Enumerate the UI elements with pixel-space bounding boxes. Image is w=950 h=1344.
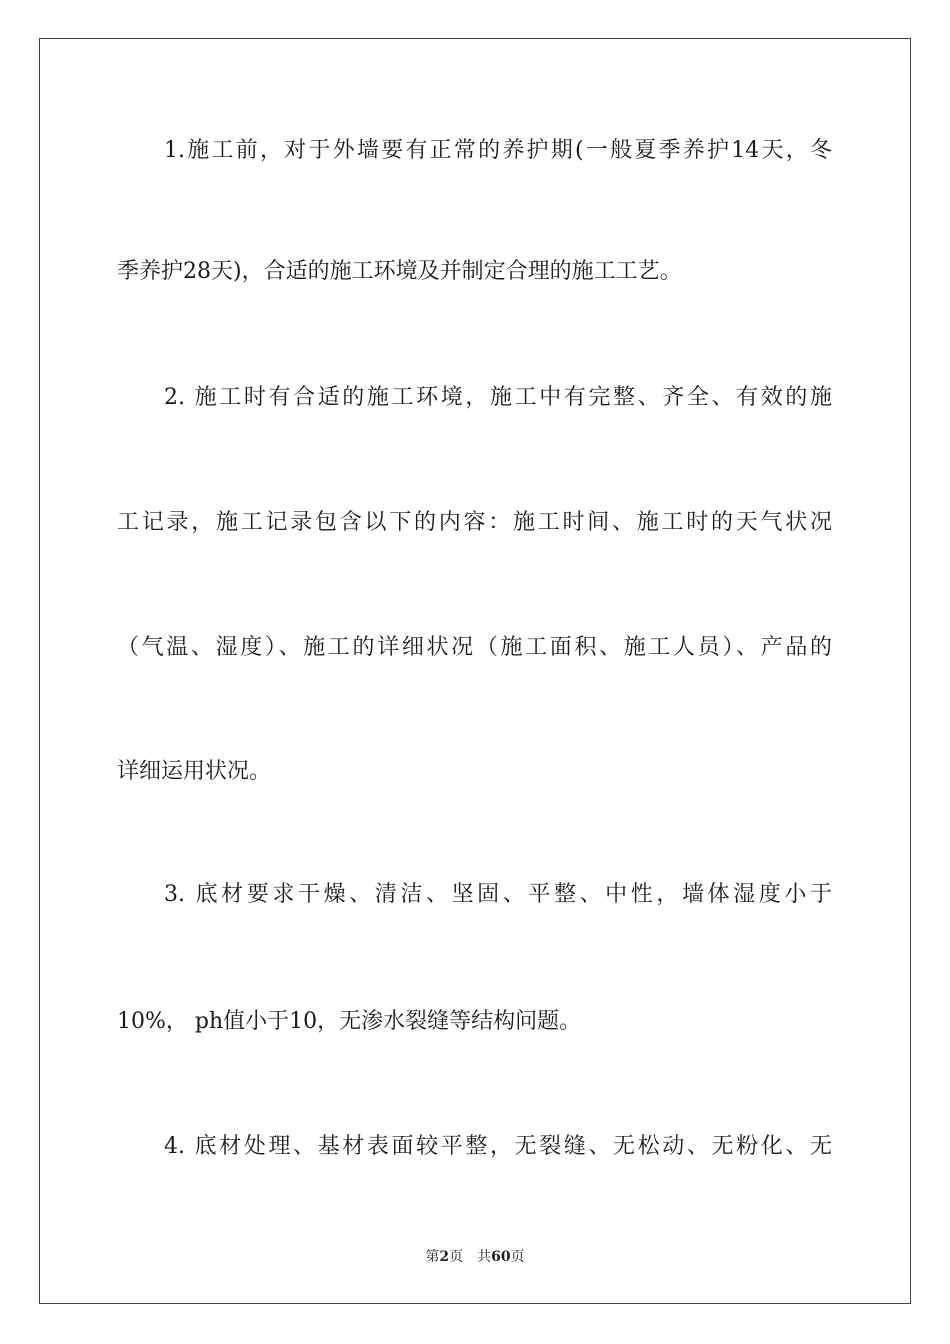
paragraph-2-line-1: 2. 施工时有合适的施工环境，施工中有完整、齐全、有效的施	[164, 385, 832, 410]
page-suffix: 页	[449, 1249, 464, 1265]
paragraph-4-line-1: 4. 底材处理、基材表面较平整，无裂缝、无松动、无粉化、无	[164, 1134, 832, 1159]
page-border	[39, 38, 911, 1304]
paragraph-3-line-2: 10%， ph值小于10，无渗水裂缝等结构问题。	[117, 1009, 582, 1034]
total-prefix: 共	[477, 1249, 492, 1265]
paragraph-2-line-4: 详细运用状况。	[117, 759, 272, 784]
total-suffix: 页	[510, 1249, 525, 1265]
paragraph-3-line-1: 3. 底材要求干燥、清洁、坚固、平整、中性，墙体湿度小于	[164, 882, 832, 907]
current-page-number: 2	[439, 1249, 450, 1265]
paragraph-1-line-2: 季养护28天)，合适的施工环境及并制定合理的施工工艺。	[117, 259, 682, 284]
paragraph-1-line-1: 1.施工前，对于外墙要有正常的养护期(一般夏季养护14天，冬	[164, 138, 832, 163]
paragraph-2-line-3: （气温、湿度）、施工的详细状况（施工面积、施工人员）、产品的	[117, 635, 832, 660]
paragraph-2-line-2: 工记录，施工记录包含以下的内容：施工时间、施工时的天气状况	[117, 510, 832, 535]
page-prefix: 第	[425, 1249, 440, 1265]
page-footer	[0, 1247, 950, 1267]
total-page-count: 60	[491, 1249, 511, 1265]
